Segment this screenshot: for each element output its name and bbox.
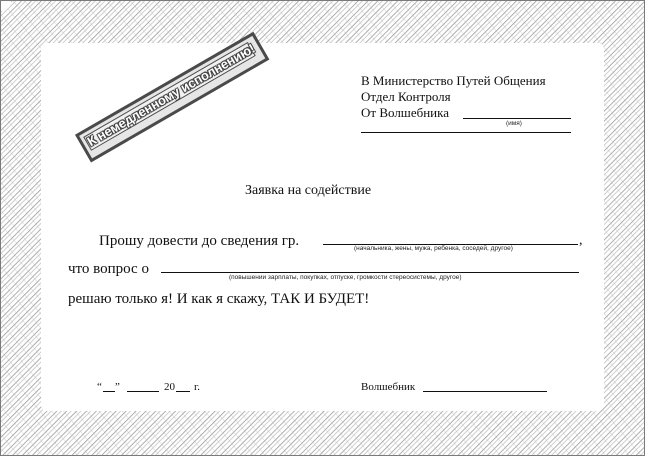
body-line-2: что вопрос о <box>68 261 149 277</box>
recipient-department: Отдел Контроля <box>361 89 451 104</box>
sender-label: От Волшебника <box>361 105 450 120</box>
addressee-hint: (начальника, жены, мужа, ребенка, соседей, другое) <box>354 245 513 252</box>
date-close-quote: ” <box>115 381 120 393</box>
sender-name-hint: (имя) <box>506 120 522 127</box>
stamp-text: К немедленному исполнению! <box>84 40 258 150</box>
sender-name-line-2[interactable] <box>361 132 571 133</box>
recipient-ministry: В Министерство Путей Общения <box>361 73 546 88</box>
matter-hint: (повышении зарплаты, покупках, отпуске, громкости стереосистемы, другое) <box>229 274 462 281</box>
body-line-1: Прошу довести до сведения гр. <box>99 233 300 249</box>
date-month-line[interactable] <box>127 391 159 392</box>
document-body-area <box>41 43 604 411</box>
date-open-quote: “ <box>97 381 102 393</box>
date-year-suffix: г. <box>194 381 201 393</box>
sender-name-line[interactable] <box>463 118 571 119</box>
date-year-line[interactable] <box>176 391 190 392</box>
body-line-3: решаю только я! И как я скажу, ТАК И БУДЕТ! <box>68 291 370 307</box>
document-title: Заявка на содействие <box>245 183 372 198</box>
signer-label: Волшебник <box>361 381 416 393</box>
matter-line[interactable] <box>161 272 579 273</box>
signature-line[interactable] <box>423 391 547 392</box>
date-day-line[interactable] <box>103 391 115 392</box>
date-year-prefix: 20 <box>164 381 175 393</box>
body-line-1-comma: , <box>579 233 583 248</box>
